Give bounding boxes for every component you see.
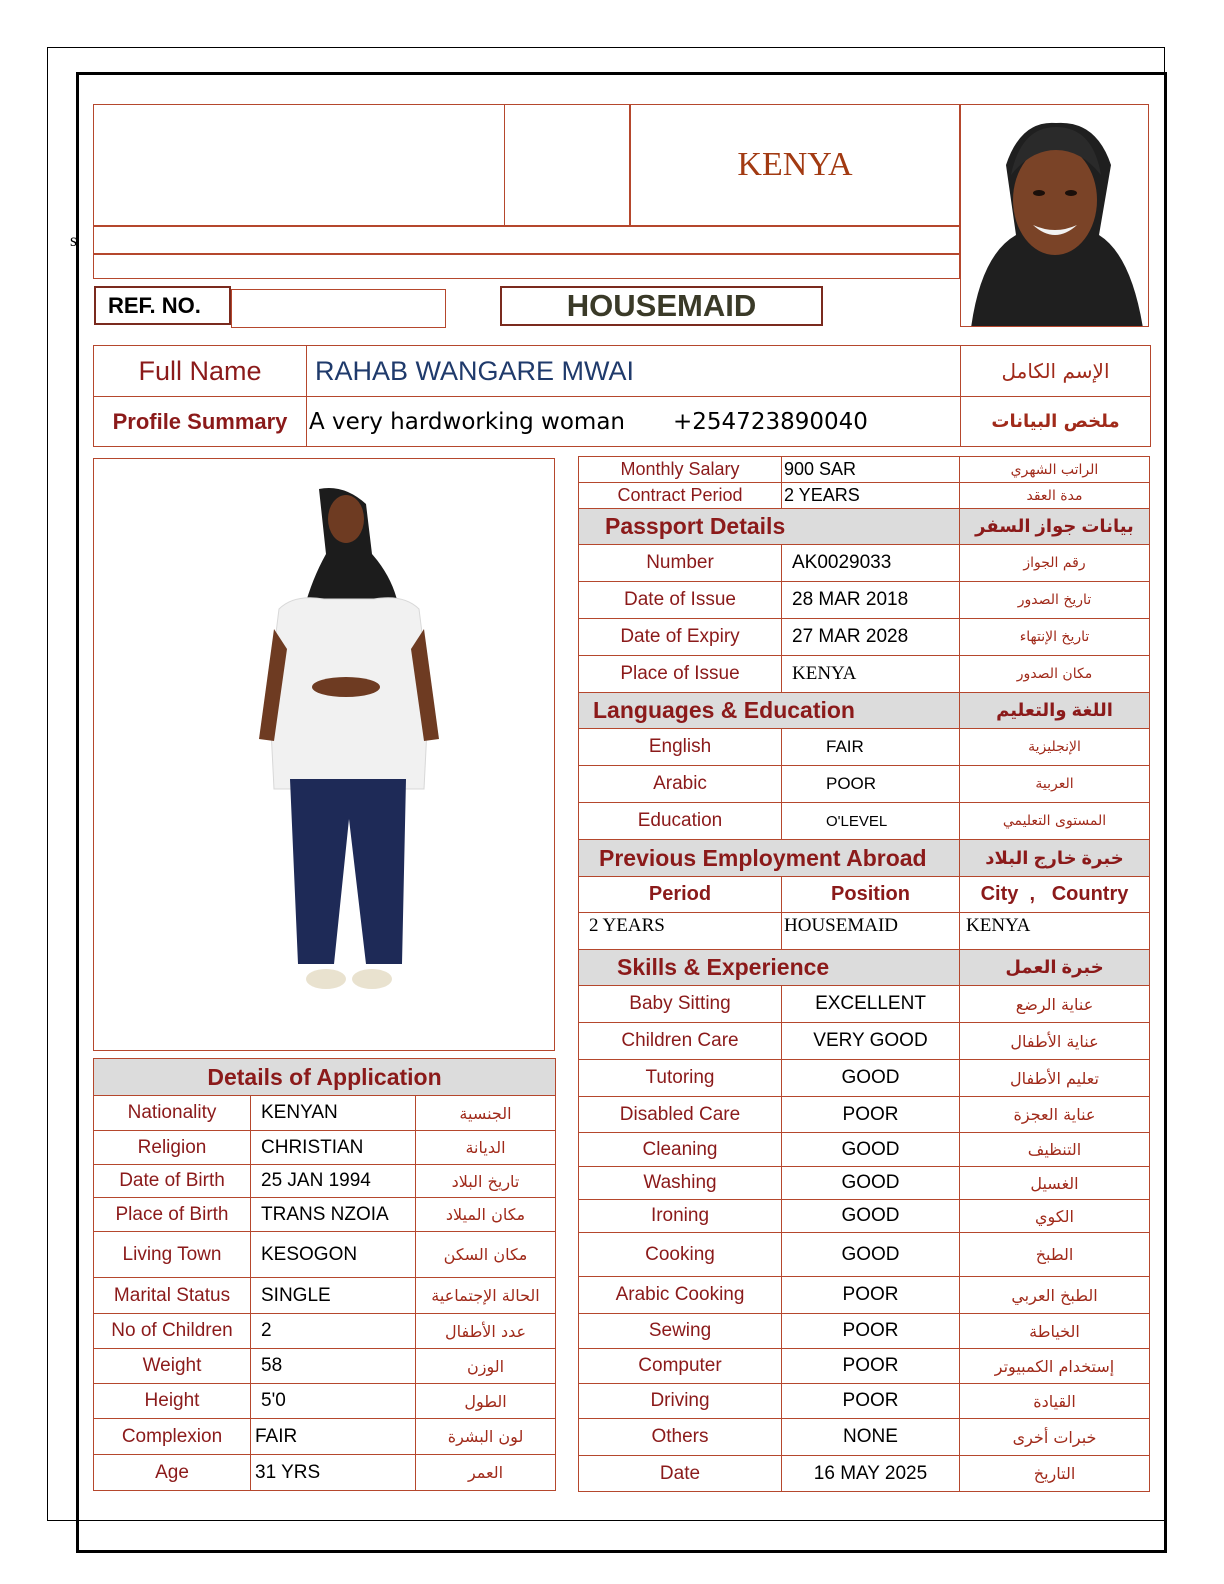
- passport-row: [579, 582, 1150, 619]
- contract-period-label: Contract Period: [579, 483, 782, 509]
- passport-arabic: رقم الجواز: [960, 545, 1150, 582]
- skill-arabic: عناية الرضع: [960, 986, 1150, 1023]
- skill-value: NONE: [782, 1419, 960, 1456]
- profile-text: A very hardworking woman: [309, 408, 626, 435]
- education-value: O'LEVEL: [782, 803, 960, 840]
- language-row: [579, 766, 1150, 803]
- application-label: Marital Status: [94, 1278, 251, 1314]
- language-arabic: الإنجليزية: [960, 729, 1150, 766]
- skill-row: [579, 986, 1150, 1023]
- skill-label: Sewing: [579, 1314, 782, 1349]
- passport-label: Date of Issue: [579, 582, 782, 619]
- skill-row: [579, 1277, 1150, 1314]
- application-value: TRANS NZOIA: [251, 1198, 416, 1232]
- passport-arabic: تاريخ الصدور: [960, 582, 1150, 619]
- passport-label: Place of Issue: [579, 656, 782, 693]
- header-logo-box: [93, 104, 505, 226]
- application-row: [94, 1455, 556, 1491]
- passport-row: [579, 619, 1150, 656]
- passport-title: Passport Details: [579, 509, 960, 545]
- application-label: Nationality: [94, 1096, 251, 1131]
- skill-arabic: إستخدام الكمبيوتر: [960, 1349, 1150, 1384]
- full-name-value: RAHAB WANGARE MWAI: [307, 346, 961, 397]
- skills-header-row: [579, 950, 1150, 986]
- skill-value: GOOD: [782, 1233, 960, 1277]
- employment-header-row: [579, 840, 1150, 877]
- application-value: 31 YRS: [251, 1455, 416, 1491]
- employment-position-header: Position: [782, 877, 960, 913]
- header-strip-2: [93, 254, 960, 279]
- education-label: Education: [579, 803, 782, 840]
- language-label: English: [579, 729, 782, 766]
- employment-title: Previous Employment Abroad: [579, 840, 960, 877]
- monthly-salary-value: 900 SAR: [782, 457, 960, 483]
- employment-title-arabic: خبرة خارج البلاد: [960, 840, 1150, 877]
- skill-arabic: عناية الأطفال: [960, 1023, 1150, 1060]
- application-table: [93, 1058, 556, 1491]
- application-arabic: الجنسية: [416, 1096, 556, 1131]
- application-arabic: مكان السكن: [416, 1232, 556, 1278]
- passport-label: Number: [579, 545, 782, 582]
- language-value: FAIR: [782, 729, 960, 766]
- skill-label: Ironing: [579, 1200, 782, 1233]
- passport-value: 28 MAR 2018: [782, 582, 960, 619]
- portrait-image: [961, 105, 1149, 327]
- application-header-row: [94, 1059, 556, 1096]
- date-value: 16 MAY 2025: [782, 1456, 960, 1492]
- application-value: 25 JAN 1994: [251, 1165, 416, 1198]
- skill-label: Driving: [579, 1384, 782, 1419]
- full-name-label: Full Name: [94, 346, 307, 397]
- passport-header-row: [579, 509, 1150, 545]
- contract-period-arabic: مدة العقد: [960, 483, 1150, 509]
- skill-value: POOR: [782, 1097, 960, 1133]
- skill-arabic: الطبخ العربي: [960, 1277, 1150, 1314]
- application-value: KENYAN: [251, 1096, 416, 1131]
- skill-arabic: التنظيف: [960, 1133, 1150, 1167]
- application-label: Religion: [94, 1131, 251, 1165]
- skill-row: [579, 1167, 1150, 1200]
- header-strip-1: [93, 226, 960, 254]
- employment-country: KENYA: [960, 913, 1150, 950]
- language-row: [579, 729, 1150, 766]
- skill-arabic: الكوي: [960, 1200, 1150, 1233]
- application-label: Height: [94, 1384, 251, 1419]
- application-title: Details of Application: [94, 1059, 556, 1096]
- skill-label: Tutoring: [579, 1060, 782, 1097]
- skill-label: Cleaning: [579, 1133, 782, 1167]
- application-row: [94, 1165, 556, 1198]
- date-label: Date: [579, 1456, 782, 1492]
- skill-arabic: الغسيل: [960, 1167, 1150, 1200]
- skill-label: Baby Sitting: [579, 986, 782, 1023]
- skill-label: Children Care: [579, 1023, 782, 1060]
- passport-value: KENYA: [782, 656, 960, 693]
- employment-period: 2 YEARS: [579, 913, 782, 950]
- application-row: [94, 1096, 556, 1131]
- employment-row: [579, 913, 1150, 950]
- education-row: [579, 803, 1150, 840]
- languages-title-arabic: اللغة والتعليم: [960, 693, 1150, 729]
- job-title: HOUSEMAID: [500, 286, 823, 326]
- header-middle-box: [504, 104, 630, 226]
- application-value: FAIR: [251, 1419, 416, 1455]
- application-label: Date of Birth: [94, 1165, 251, 1198]
- skills-title-arabic: خبرة العمل: [960, 950, 1150, 986]
- application-arabic: الوزن: [416, 1349, 556, 1384]
- skill-row: [579, 1314, 1150, 1349]
- passport-arabic: مكان الصدور: [960, 656, 1150, 693]
- application-row: [94, 1349, 556, 1384]
- skill-value: POOR: [782, 1349, 960, 1384]
- full-body-photo: [93, 458, 555, 1051]
- application-arabic: عدد الأطفال: [416, 1314, 556, 1349]
- application-value: 2: [251, 1314, 416, 1349]
- skill-label: Disabled Care: [579, 1097, 782, 1133]
- skill-arabic: عناية العجزة: [960, 1097, 1150, 1133]
- skill-row: [579, 1097, 1150, 1133]
- skill-value: VERY GOOD: [782, 1023, 960, 1060]
- application-value: SINGLE: [251, 1278, 416, 1314]
- profile-summary-arabic: ملخص البيانات: [961, 397, 1151, 447]
- application-value: KESOGON: [251, 1232, 416, 1278]
- passport-row: [579, 656, 1150, 693]
- skill-row: [579, 1200, 1150, 1233]
- monthly-salary-arabic: الراتب الشهري: [960, 457, 1150, 483]
- passport-value: AK0029033: [782, 545, 960, 582]
- profile-row: [94, 397, 1151, 447]
- application-row: [94, 1232, 556, 1278]
- skill-value: POOR: [782, 1384, 960, 1419]
- application-value: 58: [251, 1349, 416, 1384]
- application-value: 5'0: [251, 1384, 416, 1419]
- skill-arabic: الطبخ: [960, 1233, 1150, 1277]
- application-arabic: الحالة الإجتماعية: [416, 1278, 556, 1314]
- profile-summary-label: Profile Summary: [94, 397, 307, 447]
- language-label: Arabic: [579, 766, 782, 803]
- date-row: [579, 1456, 1150, 1492]
- passport-value: 27 MAR 2028: [782, 619, 960, 656]
- skill-label: Others: [579, 1419, 782, 1456]
- stray-mark: s: [70, 230, 78, 250]
- application-arabic: الديانة: [416, 1131, 556, 1165]
- application-label: No of Children: [94, 1314, 251, 1349]
- skill-label: Cooking: [579, 1233, 782, 1277]
- ref-no-label: REF. NO.: [94, 286, 231, 325]
- passport-row: [579, 545, 1150, 582]
- application-label: Living Town: [94, 1232, 251, 1278]
- application-arabic: مكان الميلاد: [416, 1198, 556, 1232]
- skill-row: [579, 1233, 1150, 1277]
- language-value: POOR: [782, 766, 960, 803]
- application-label: Place of Birth: [94, 1198, 251, 1232]
- skill-label: Computer: [579, 1349, 782, 1384]
- skill-value: GOOD: [782, 1167, 960, 1200]
- application-arabic: تاريخ البلاد: [416, 1165, 556, 1198]
- skill-arabic: الخياطة: [960, 1314, 1150, 1349]
- contract-row: [579, 483, 1150, 509]
- contract-row: [579, 457, 1150, 483]
- full-name-arabic: الإسم الكامل: [961, 346, 1151, 397]
- skill-arabic: تعليم الأطفال: [960, 1060, 1150, 1097]
- language-arabic: العربية: [960, 766, 1150, 803]
- skill-row: [579, 1384, 1150, 1419]
- employment-city-header: City , Country: [960, 877, 1150, 913]
- skill-value: EXCELLENT: [782, 986, 960, 1023]
- education-arabic: المستوى التعليمي: [960, 803, 1150, 840]
- languages-title: Languages & Education: [579, 693, 960, 729]
- application-row: [94, 1278, 556, 1314]
- full-body-image: [94, 459, 555, 1051]
- ref-no-value: [231, 289, 446, 328]
- application-row: [94, 1384, 556, 1419]
- skill-row: [579, 1419, 1150, 1456]
- application-label: Complexion: [94, 1419, 251, 1455]
- skill-value: POOR: [782, 1277, 960, 1314]
- contract-period-value: 2 YEARS: [782, 483, 960, 509]
- application-arabic: لون البشرة: [416, 1419, 556, 1455]
- skill-row: [579, 1023, 1150, 1060]
- full-name-row: [94, 346, 1151, 397]
- skill-value: POOR: [782, 1314, 960, 1349]
- employment-columns-row: [579, 877, 1150, 913]
- skill-arabic: خبرات أخرى: [960, 1419, 1150, 1456]
- passport-arabic: تاريخ الإنتهاء: [960, 619, 1150, 656]
- employment-period-header: Period: [579, 877, 782, 913]
- languages-header-row: [579, 693, 1150, 729]
- details-table: [578, 456, 1150, 1492]
- date-arabic: التاريخ: [960, 1456, 1150, 1492]
- skill-label: Arabic Cooking: [579, 1277, 782, 1314]
- application-arabic: الطول: [416, 1384, 556, 1419]
- skill-value: GOOD: [782, 1200, 960, 1233]
- application-label: Age: [94, 1455, 251, 1491]
- application-value: CHRISTIAN: [251, 1131, 416, 1165]
- skill-value: GOOD: [782, 1060, 960, 1097]
- employment-position: HOUSEMAID: [782, 913, 960, 950]
- skill-row: [579, 1060, 1150, 1097]
- country-title: KENYA: [630, 104, 960, 226]
- identity-table: [93, 345, 1151, 447]
- application-row: [94, 1131, 556, 1165]
- passport-title-arabic: بيانات جواز السفر: [960, 509, 1150, 545]
- profile-phone: +254723890040: [673, 408, 868, 435]
- monthly-salary-label: Monthly Salary: [579, 457, 782, 483]
- application-arabic: العمر: [416, 1455, 556, 1491]
- application-label: Weight: [94, 1349, 251, 1384]
- portrait-photo: [960, 104, 1149, 327]
- skill-label: Washing: [579, 1167, 782, 1200]
- skill-arabic: القيادة: [960, 1384, 1150, 1419]
- skill-row: [579, 1349, 1150, 1384]
- profile-summary-value: [307, 397, 961, 447]
- passport-label: Date of Expiry: [579, 619, 782, 656]
- application-row: [94, 1314, 556, 1349]
- application-row: [94, 1198, 556, 1232]
- skill-value: GOOD: [782, 1133, 960, 1167]
- skills-title: Skills & Experience: [579, 950, 960, 986]
- application-row: [94, 1419, 556, 1455]
- skill-row: [579, 1133, 1150, 1167]
